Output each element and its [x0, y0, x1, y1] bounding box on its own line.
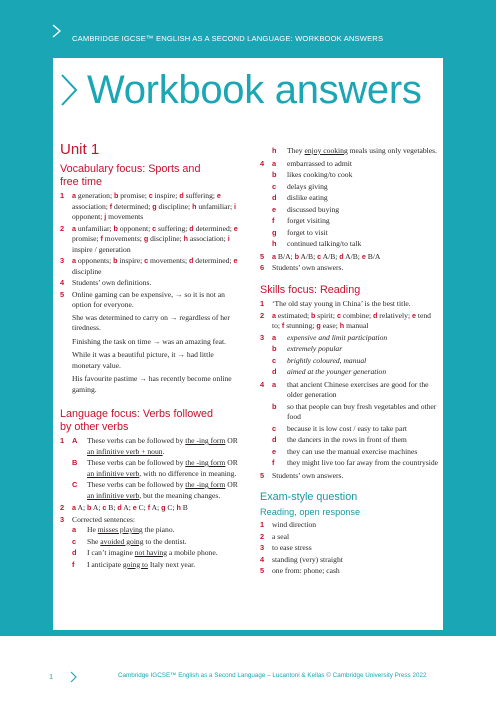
skills-q2: 2 a estimated; b spirit; c combine; d relatively; e tend to; f stunning; g ease; h manual	[260, 310, 431, 330]
right-margin-strip	[443, 58, 496, 636]
header-bar	[0, 0, 496, 58]
lang-q5: 5 a B/A; b A/B; c A/B; d A/B; e B/A	[260, 251, 381, 261]
skills-q1: 1 ‘The old stay young in China’ is the best title.	[260, 299, 411, 308]
page-title-text: Workbook answers	[87, 68, 422, 112]
bottom-band	[53, 630, 443, 636]
vocab-q4: 4 Students’ own definitions.	[60, 278, 152, 287]
vocab-q3: 3 a opponents; b inspire; c movements; d determined; e discipline	[60, 256, 238, 276]
vocab-heading: Vocabulary focus: Sports and free time	[60, 163, 201, 188]
unit-title: Unit 1	[60, 141, 100, 158]
page-title	[60, 67, 422, 113]
exam-item: 5 one from: phone; cash	[260, 566, 340, 575]
chevron-right-icon	[70, 671, 77, 683]
vocab-q1: 1 a generation; b promise; c inspire; d suffering; e association; f determined; g discipline; h unfamiliar; i opponent; j movements	[60, 191, 236, 221]
left-margin-strip	[0, 58, 53, 636]
exam-item: 1 wind direction	[260, 520, 317, 529]
chevron-right-icon	[60, 73, 78, 107]
right-column	[260, 146, 440, 578]
skills-q5: 5 Students’ own answers.	[260, 470, 344, 480]
lang-q3-h: h They enjoy cooking meals using only vegetables.	[272, 146, 437, 155]
copyright-text: Cambridge IGCSE™ English as a Second Language – Lucantoni & Kellas © Cambridge University Press 2022	[118, 672, 427, 679]
exam-item: 3 to ease stress	[260, 543, 312, 552]
lang-q1: 1 A These verbs can be followed by the -ing form OR an infinitive verb + noun. B These verbs can be followed by the -ing form OR an infinitive verb, with no difference in meaning. C These verbs can be followed by the -ing form OR an infinitive verb, but the meaning changes.	[60, 436, 238, 500]
chevron-right-icon	[52, 24, 61, 38]
vocab-q2: 2 a unfamiliar; b opponent; c suffering; d determined; e promise; f movements; g discipline; h association; i inspire / generation	[60, 223, 238, 254]
exam-item: 4 standing (very) straight	[260, 554, 343, 564]
left-column	[60, 141, 244, 572]
vocab-q5: 5 Online gaming can be expensive, → so it is not an option for everyone. She was determined to carry on → regardless of her tiredness. Finishing the task on time → was an amazing feat. While it was a beautiful picture, it → had little monetary value. His favourite pastime → has recently become online gaming.	[60, 289, 232, 394]
skills-q4: 4 a that ancient Chinese exercises are good for the older generation b so that people can buy fresh vegetables and other food c because it is low cost / easy to take part d the dancers in the rows in front of them e they can use the manual exercise machines f they might live too far away from the countryside	[260, 379, 438, 467]
page-number: 1	[49, 672, 54, 681]
lang-q6: 6 Students’ own answers.	[260, 263, 344, 272]
lang-q2: 2 a A; b A; c B; d A; e C; f A; g C; h B	[60, 503, 188, 512]
exam-heading: Exam-style question	[260, 491, 358, 503]
lang-heading: Language focus: Verbs followed by other verbs	[60, 408, 214, 433]
skills-heading: Skills focus: Reading	[260, 283, 361, 296]
exam-subheading: Reading, open response	[260, 507, 361, 517]
skills-q3: 3 a expensive and limit participation b extremely popular c brightly coloured, manual d aimed at the younger generation	[260, 332, 388, 376]
header-title: CAMBRIDGE IGCSE™ ENGLISH AS A SECOND LANGUAGE: WORKBOOK ANSWERS	[72, 34, 384, 43]
page-footer	[0, 668, 496, 688]
exam-item: 2 a seal	[260, 531, 290, 541]
lang-q4: 4 a embarrassed to admit b likes cooking/to cook c delays giving d dislike eating e discussed buying f forget visiting g forget to visit h continued talking/to talk	[260, 158, 362, 248]
lang-q3: 3 Corrected sentences: a He misses playing the piano. c She avoided going to the dentist. d I can’t imagine not having a mobile phone. f I anticipate going to Italy next year.	[60, 514, 218, 569]
